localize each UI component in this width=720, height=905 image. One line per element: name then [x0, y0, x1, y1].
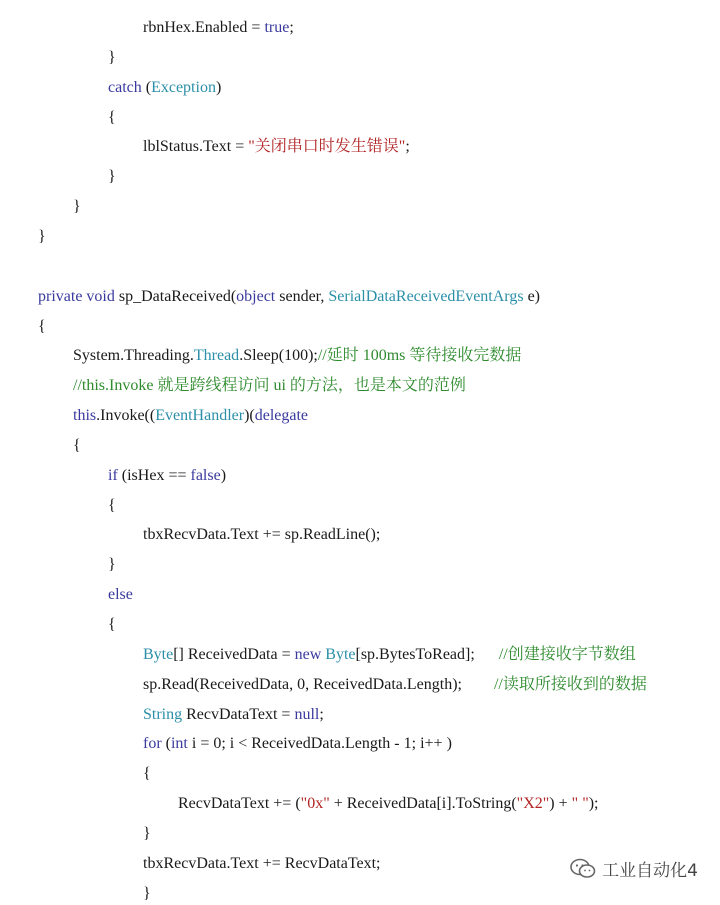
code-token: //延时 100ms 等待接收完数据 [317, 347, 522, 365]
code-token: { [108, 496, 116, 514]
code-line [143, 763, 151, 785]
code-token: } [38, 227, 46, 245]
code-token: { [143, 765, 151, 783]
code-line [143, 883, 151, 905]
code-line [143, 704, 324, 726]
code-token: } [108, 556, 116, 574]
code-token: ) + [549, 795, 572, 813]
code-token: } [108, 48, 116, 66]
code-line [108, 554, 116, 576]
code-token: { [108, 108, 116, 126]
code-token: "X2" [516, 795, 550, 813]
code-token: lblStatus.Text = [143, 138, 249, 156]
code-token: this [73, 407, 97, 425]
code-token: //读取所接收到的数据 [493, 675, 647, 693]
code-token: ( [161, 735, 171, 753]
code-token: ); [588, 795, 599, 813]
code-token: [] ReceivedData = [173, 645, 295, 663]
code-token: new [294, 645, 322, 663]
code-line [73, 435, 81, 457]
watermark [570, 856, 698, 881]
code-token: //创建接收字节数组 [498, 645, 636, 663]
code-line [38, 226, 46, 248]
code-token: " " [571, 795, 589, 813]
code-token: tbxRecvData.Text += sp.ReadLine(); [143, 526, 381, 544]
code-token: //this.Invoke 就是跨线程访问 ui 的方法，也是本文的范例 [73, 377, 466, 395]
code-token: ; [319, 705, 324, 723]
code-token: "关闭串口时发生错误" [248, 138, 406, 156]
code-line [73, 196, 81, 218]
watermark-text: 工业自动化4 [602, 861, 698, 881]
code-token: i = 0; i < ReceivedData.Length - 1; i++ ) [187, 735, 452, 753]
code-token: private void [38, 287, 115, 305]
code-line [108, 166, 116, 188]
code-token: EventHandler [155, 407, 245, 425]
code-token: ( [141, 78, 152, 96]
code-token: if [108, 466, 118, 484]
code-token: ; [289, 19, 294, 36]
code-token: String [143, 705, 183, 723]
code-token: .Invoke(( [96, 407, 156, 425]
code-line [143, 136, 410, 158]
code-token: sp.Read(ReceivedData, 0, ReceivedData.Length); [143, 675, 494, 693]
code-token: object [236, 287, 276, 305]
code-token: delegate [254, 407, 309, 425]
code-token: [sp.BytesToRead]; [355, 645, 499, 663]
code-token: ) [215, 78, 222, 96]
code-line [73, 405, 308, 427]
code-token: "0x" [300, 795, 330, 813]
code-token: (isHex == [117, 466, 191, 484]
code-line [108, 495, 116, 517]
code-token: SerialDataReceivedEventArgs [328, 287, 524, 305]
code-token: { [73, 436, 81, 454]
code-line [178, 793, 599, 815]
wechat-icon [570, 858, 596, 880]
code-token: rbnHex.Enabled = [143, 19, 265, 36]
code-token: )( [244, 407, 255, 425]
code-line [143, 524, 380, 546]
code-token: sp_DataReceived( [114, 287, 237, 305]
code-line [143, 733, 452, 755]
code-token: true [264, 19, 290, 36]
code-token: else [108, 586, 133, 604]
code-token: { [108, 616, 116, 633]
code-token: false [190, 466, 221, 484]
code-line [108, 584, 133, 606]
code-token: int [170, 735, 188, 753]
code-line [108, 614, 116, 636]
code-line [143, 17, 294, 39]
code-token: null [294, 705, 320, 723]
code-token: .Sleep(100); [239, 347, 318, 365]
code-token: } [108, 168, 116, 186]
code-token: Exception [151, 78, 216, 96]
code-line [108, 77, 221, 99]
code-token: + ReceivedData[i].ToString( [329, 795, 517, 813]
code-token: { [38, 317, 46, 335]
code-token: Thread [193, 347, 240, 365]
code-line [108, 465, 226, 487]
code-line [73, 375, 466, 397]
code-token: catch [108, 78, 142, 96]
code-token: System.Threading. [73, 347, 194, 365]
code-token: } [143, 884, 151, 902]
code-line [38, 286, 540, 308]
code-line [38, 316, 46, 338]
code-token: sender, [275, 287, 329, 305]
code-token: tbxRecvData.Text += RecvDataText; [143, 854, 381, 872]
code-token: } [73, 198, 81, 216]
code-token: for [143, 735, 162, 753]
code-token: Byte [143, 645, 174, 663]
code-token: } [143, 824, 151, 842]
code-line [143, 823, 151, 845]
code-token: Byte [325, 645, 356, 663]
code-line [108, 107, 116, 129]
code-token: e) [523, 287, 540, 305]
code-token: ; [405, 138, 410, 156]
code-line [143, 674, 647, 696]
code-line [73, 345, 521, 367]
code-token: RecvDataText += ( [178, 795, 301, 813]
code-line [143, 644, 636, 666]
code-token: RecvDataText = [182, 705, 295, 723]
code-line [108, 47, 116, 69]
code-token: ) [220, 466, 227, 484]
code-line [143, 853, 381, 875]
